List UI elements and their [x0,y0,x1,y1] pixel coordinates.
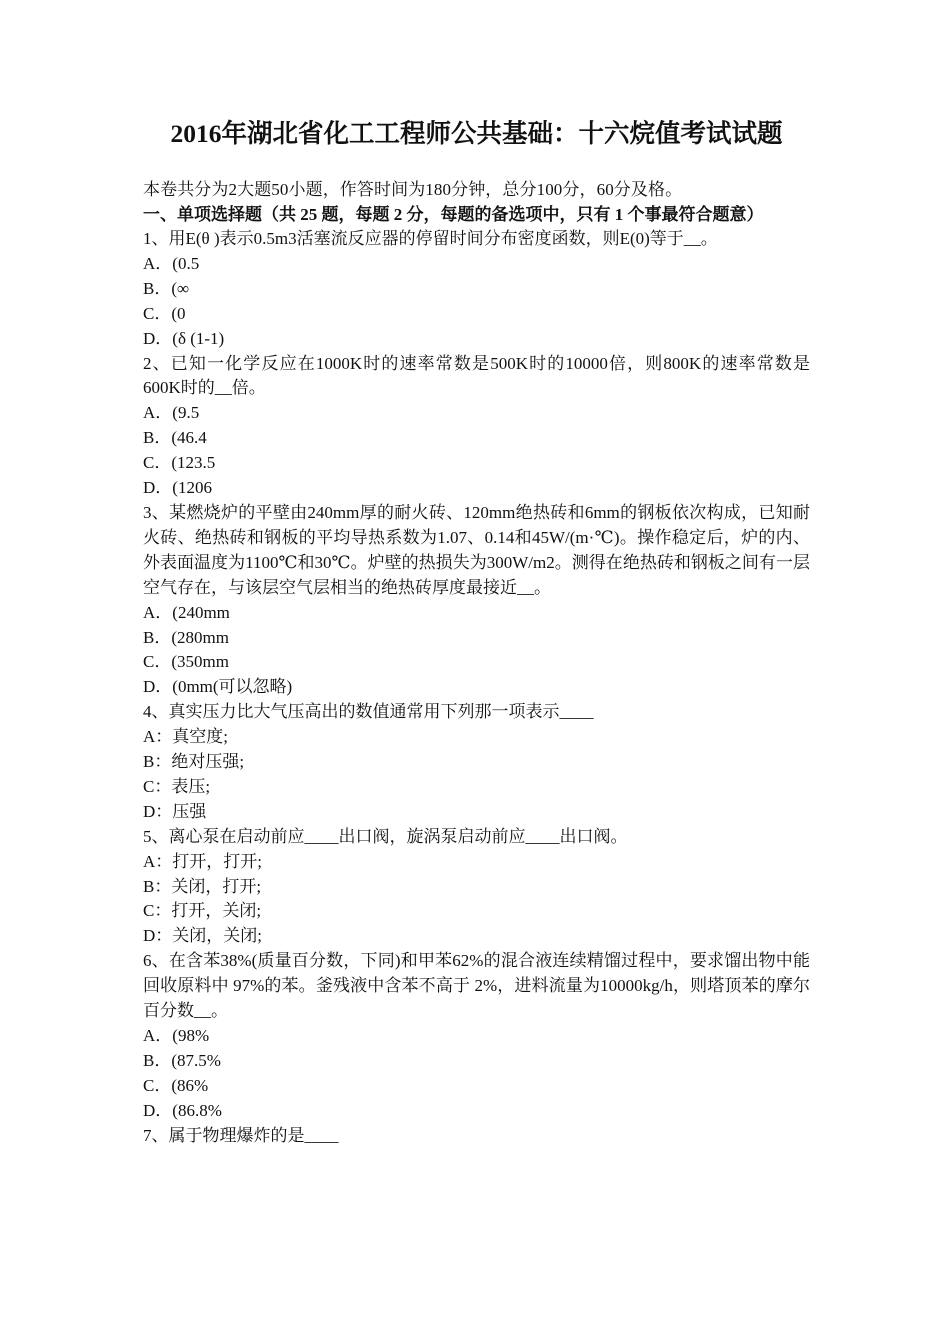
option-c: C．(350mm [143,652,229,672]
option-a: A．(98% [143,1026,210,1045]
question-stem: 6、在含苯38%(质量百分数，下同)和甲苯62%的混合液连续精馏过程中，要求馏出物中能回收原料中 97%的苯。釜残液中含苯不高于 2%，进料流量为10000kg/h，则塔顶苯的摩尔百分数__。 [143,951,810,1021]
question-stem: 4、真实压力比大气压高出的数值通常用下列那一项表示____ [143,702,594,722]
question-stem: 1、用E(θ )表示0.5m3活塞流反应器的停留时间分布密度函数，则E(0)等于__。 [143,229,718,248]
option-a: A．(240mm [143,602,230,622]
option-b: B．(280mm [143,627,229,647]
option-b: B：绝对压强; [143,752,245,772]
option-d: D．(86.8% [143,1100,222,1120]
option-d: D：关闭，关闭; [143,926,262,946]
question-stem: 7、属于物理爆炸的是____ [143,1125,339,1145]
option-a: A：真空度; [143,727,228,747]
section-heading: 一、单项选择题（共 25 题，每题 2 分，每题的备选项中，只有 1 个事最符合题意） [143,204,764,224]
option-a: A：打开，打开; [143,851,262,871]
document-title: 2016年湖北省化工工程师公共基础：十六烷值考试试题 [170,119,783,148]
question-1 [143,227,810,352]
option-d: D．(0mm(可以忽略) [143,677,293,697]
question-2 [143,352,810,501]
option-b: B．(∞ [143,278,190,298]
option-c: C：打开，关闭; [143,901,262,921]
question-3 [143,501,810,700]
question-7 [143,1124,810,1149]
question-stem: 3、某燃烧炉的平壁由240mm厚的耐火砖、120mm绝热砖和6mm的钢板依次构成，已知耐火砖、绝热砖和钢板的平均导热系数为1.07、0.14和45W/(m·℃)。操作稳定后，炉的内、外表面温度为1100℃和30℃。炉壁的热损失为300W/m2。测得在绝热砖和钢板之间有一层空气存在，与该层空气层相当的绝热砖厚度最接近__。 [143,502,810,597]
option-c: C．(0 [143,303,186,323]
option-d: D：压强 [143,801,207,821]
question-stem: 5、离心泵在启动前应____出口阀，旋涡泵启动前应____出口阀。 [143,826,628,846]
question-6 [143,949,810,1123]
question-4 [143,700,810,825]
option-b: B．(46.4 [143,428,207,448]
exam-intro: 本卷共分为2大题50小题，作答时间为180分钟，总分100分，60分及格。 [143,180,683,199]
option-c: C．(123.5 [143,453,216,473]
question-stem: 2、已知一化学反应在1000K时的速率常数是500K时的10000倍，则800K的速率常数是600K时的__倍。 [143,353,810,398]
option-c: C：表压; [143,776,211,796]
option-a: A．(0.5 [143,253,200,273]
option-c: C．(86% [143,1075,209,1095]
option-b: B：关闭，打开; [143,876,262,896]
option-a: A．(9.5 [143,403,200,423]
question-5 [143,825,810,950]
option-b: B．(87.5% [143,1050,221,1070]
option-d: D．(1206 [143,478,212,498]
option-d: D．(δ (1-1) [143,328,225,348]
